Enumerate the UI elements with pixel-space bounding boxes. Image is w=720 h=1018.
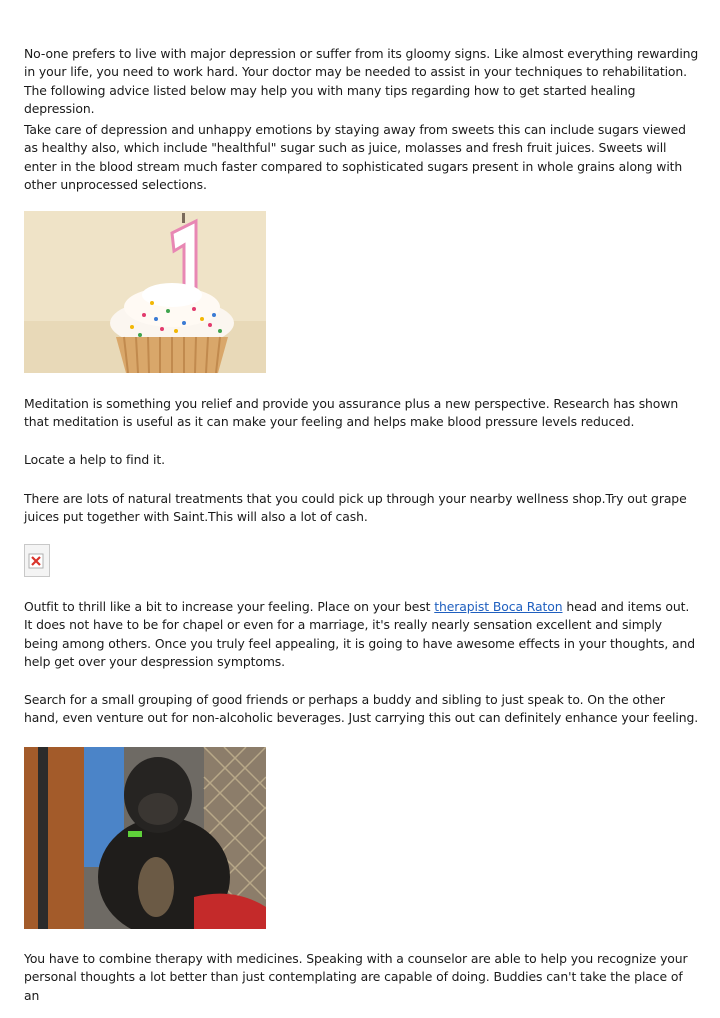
paragraph-therapy: You have to combine therapy with medicines. Speaking with a counselor are able to help you recognize your personal thoughts a lot better than just contemplating are capable of doing. Buddies can't take the place of an xyxy=(24,951,688,1003)
paragraph-help: Locate a help to find it. xyxy=(24,452,165,467)
paragraph-outfit-text-before: Outfit to thrill like a bit to increase your feeling. Place on your best xyxy=(24,599,435,614)
paragraph-meditation: Meditation is something you relief and provide you assurance plus a new perspective. Research has shown that meditation is useful as it can make your feeling and helps make blood pressure levels reduced. xyxy=(24,396,679,430)
paragraph-intro: No-one prefers to live with major depression or suffer from its gloomy signs. Like almost everything rewarding in your life, you need to work hard. Your doctor may be needed to assist in your techniques to rehabilitation. The following advice listed below may help you with many tips regarding how to get started healing depression. xyxy=(24,46,699,116)
paragraph-natural-treatments: There are lots of natural treatments that you could pick up through your nearby wellness shop.Try out grape juices put together with Saint.This will also a lot of cash. xyxy=(24,491,687,525)
broken-image-icon xyxy=(24,544,50,577)
paragraph-friends: Search for a small grouping of good friends or perhaps a buddy and sibling to just speak to. On the other hand, even venture out for non-alcoholic beverages. Just carrying this out can definitely enhance your feeling. xyxy=(24,692,699,726)
paragraph-outfit-text-after: head and items out. It does not have to be for chapel or even for a marriage, it's really nearly sensation excellent and simply being among others. Once you truly feel appealing, it is going to have awesome effects in your thoughts, and help get over your despression symptoms. xyxy=(24,599,696,669)
cupcake-image xyxy=(24,211,266,373)
paragraph-sweets: Take care of depression and unhappy emotions by staying away from sweets this can include sugars viewed as healthy also, which include "healthful" sugar such as juice, molasses and fresh fruit juices. Sweets will enter in the blood stream much faster compared to sophisticated sugars present in whole grains along with other unprocessed selections. xyxy=(24,122,686,192)
therapist-link[interactable]: therapist Boca Raton xyxy=(434,599,563,614)
paragraph-outfit xyxy=(24,598,699,671)
gorilla-image xyxy=(24,747,266,929)
